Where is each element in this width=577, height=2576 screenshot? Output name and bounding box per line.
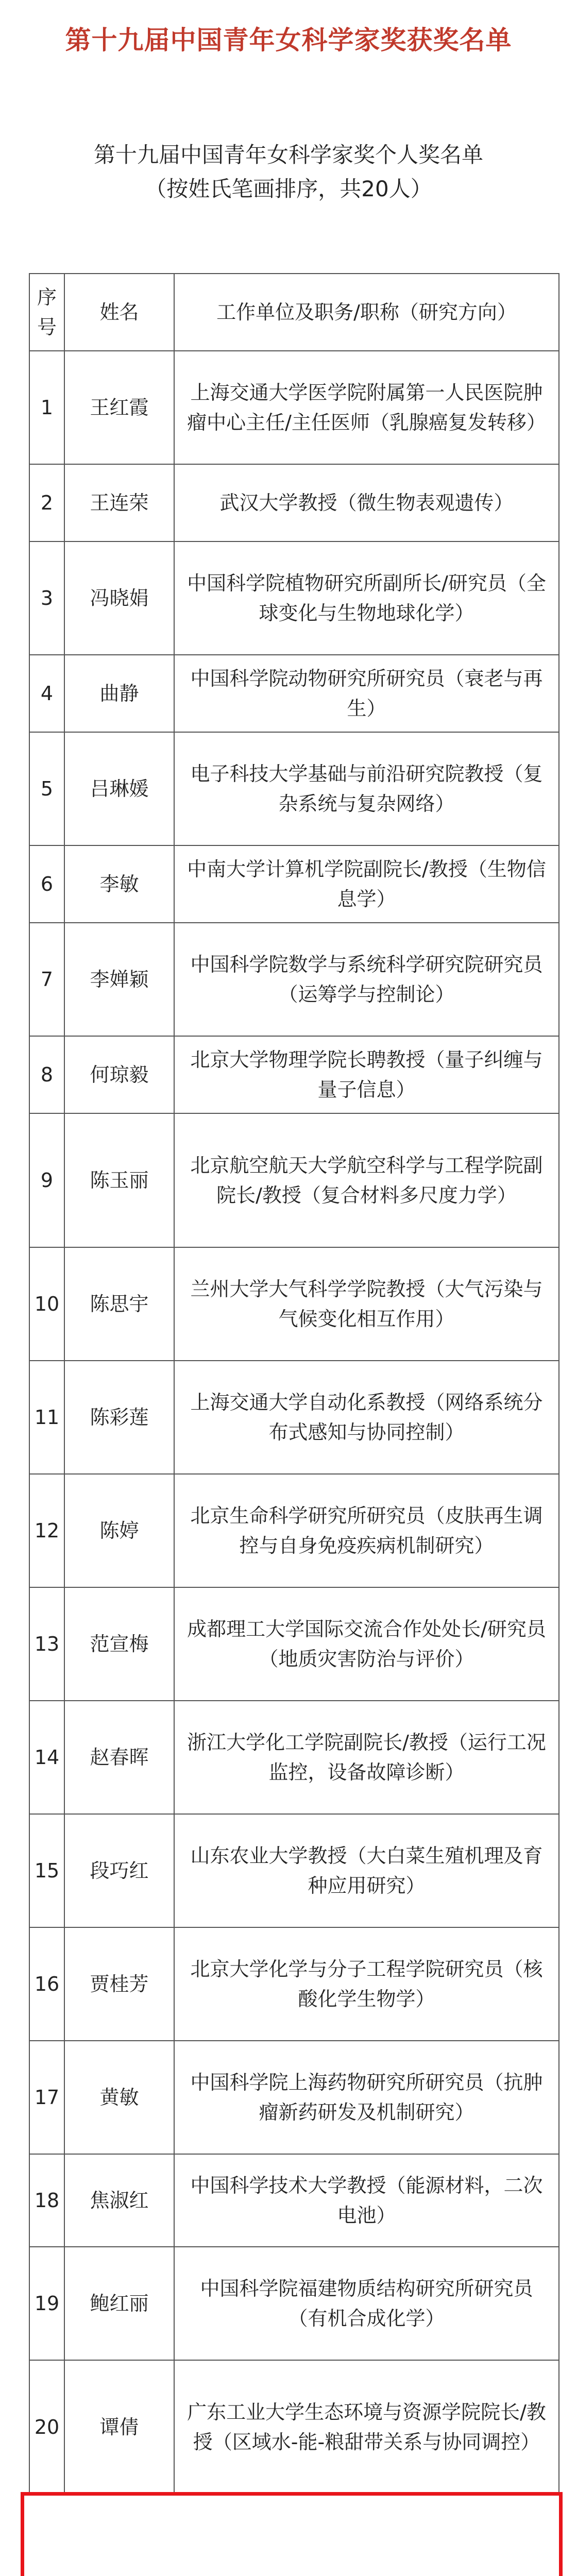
header-details: 工作单位及职务/职称（研究方向） [174, 274, 559, 351]
row-details: 中国科学院福建物质结构研究所研究员（有机合成化学） [174, 2247, 559, 2360]
row-number: 8 [29, 1036, 64, 1113]
row-details: 上海交通大学医学院附属第一人民医院肿瘤中心主任/主任医师（乳腺癌复发转移） [174, 351, 559, 464]
table-row [29, 541, 559, 655]
row-name: 焦淑红 [64, 2154, 174, 2247]
row-number: 20 [29, 2360, 64, 2494]
row-details: 北京生命科学研究所研究员（皮肤再生调控与自身免疫疾病机制研究） [174, 1474, 559, 1587]
row-name: 谭倩 [64, 2360, 174, 2494]
row-details: 上海交通大学自动化系教授（网络系统分布式感知与协同控制） [174, 1361, 559, 1474]
row-name: 黄敏 [64, 2041, 174, 2154]
row-number: 12 [29, 1474, 64, 1587]
row-details: 中国科学院动物研究所研究员（衰老与再生） [174, 655, 559, 732]
row-name: 陈思宇 [64, 1247, 174, 1361]
page-title: 第十九届中国青年女科学家奖获奖名单 [65, 25, 512, 55]
row-details: 兰州大学大气科学学院教授（大气污染与气候变化相互作用） [174, 1247, 559, 1361]
row-name: 吕琳媛 [64, 732, 174, 845]
table-row [29, 2041, 559, 2154]
row-details: 浙江大学化工学院副院长/教授（运行工况监控，设备故障诊断） [174, 1701, 559, 1814]
row-name: 赵春晖 [64, 1701, 174, 1814]
row-number: 9 [29, 1113, 64, 1247]
header-name: 姓名 [64, 274, 174, 351]
row-details: 成都理工大学国际交流合作处处长/研究员（地质灾害防治与评价） [174, 1587, 559, 1701]
row-name: 鲍红丽 [64, 2247, 174, 2360]
row-name: 李敏 [64, 845, 174, 923]
row-number: 2 [29, 464, 64, 541]
table-row [29, 1474, 559, 1587]
row-details: 中国科学技术大学教授（能源材料，二次电池） [174, 2154, 559, 2247]
table-row [29, 1814, 559, 1927]
row-number: 7 [29, 923, 64, 1036]
row-number: 17 [29, 2041, 64, 2154]
subtitle-line-1: 第十九届中国青年女科学家奖个人奖名单 [93, 142, 483, 167]
table-header-row [29, 274, 559, 351]
row-details: 北京大学化学与分子工程学院研究员（核酸化学生物学） [174, 1927, 559, 2041]
row-name: 贾桂芳 [64, 1927, 174, 2041]
row-number: 11 [29, 1361, 64, 1474]
table-row [29, 1247, 559, 1361]
highlight-box [21, 2492, 563, 2576]
row-details: 中国科学院植物研究所副所长/研究员（全球变化与生物地球化学） [174, 541, 559, 655]
row-number: 4 [29, 655, 64, 732]
table-row [29, 2154, 559, 2247]
row-number: 16 [29, 1927, 64, 2041]
table-row [29, 464, 559, 541]
row-name: 陈玉丽 [64, 1113, 174, 1247]
row-details: 中国科学院数学与系统科学研究院研究员（运筹学与控制论） [174, 923, 559, 1036]
row-name: 冯晓娟 [64, 541, 174, 655]
table-row [29, 923, 559, 1036]
list-subtitle [0, 138, 577, 206]
row-name: 何琼毅 [64, 1036, 174, 1113]
table-row [29, 1036, 559, 1113]
row-number: 19 [29, 2247, 64, 2360]
row-number: 3 [29, 541, 64, 655]
row-details: 中国科学院上海药物研究所研究员（抗肿瘤新药研发及机制研究） [174, 2041, 559, 2154]
award-table [29, 273, 559, 2495]
row-name: 陈婷 [64, 1474, 174, 1587]
header-number: 序号 [29, 274, 64, 351]
row-name: 李婵颖 [64, 923, 174, 1036]
table-row [29, 2247, 559, 2360]
table-row [29, 732, 559, 845]
table-row [29, 1587, 559, 1701]
row-details: 武汉大学教授（微生物表观遗传） [174, 464, 559, 541]
row-name: 王连荣 [64, 464, 174, 541]
row-number: 14 [29, 1701, 64, 1814]
row-number: 10 [29, 1247, 64, 1361]
row-name: 王红霞 [64, 351, 174, 464]
row-name: 曲静 [64, 655, 174, 732]
row-number: 6 [29, 845, 64, 923]
row-number: 18 [29, 2154, 64, 2247]
table-row [29, 1701, 559, 1814]
row-details: 中南大学计算机学院副院长/教授（生物信息学） [174, 845, 559, 923]
row-details: 北京大学物理学院长聘教授（量子纠缠与量子信息） [174, 1036, 559, 1113]
row-name: 陈彩莲 [64, 1361, 174, 1474]
subtitle-line-2: （按姓氏笔画排序，共20人） [145, 176, 432, 201]
row-number: 1 [29, 351, 64, 464]
row-number: 5 [29, 732, 64, 845]
table-row [29, 1927, 559, 2041]
row-name: 段巧红 [64, 1814, 174, 1927]
row-number: 13 [29, 1587, 64, 1701]
row-number: 15 [29, 1814, 64, 1927]
row-name: 范宣梅 [64, 1587, 174, 1701]
table-row [29, 655, 559, 732]
table-row [29, 1113, 559, 1247]
table-row [29, 351, 559, 464]
table-row [29, 1361, 559, 1474]
row-details: 电子科技大学基础与前沿研究院教授（复杂系统与复杂网络） [174, 732, 559, 845]
row-details: 广东工业大学生态环境与资源学院院长/教授（区域水-能-粮甜带关系与协同调控） [174, 2360, 559, 2494]
row-details: 北京航空航天大学航空科学与工程学院副院长/教授（复合材料多尺度力学） [174, 1113, 559, 1247]
row-details: 山东农业大学教授（大白菜生殖机理及育种应用研究） [174, 1814, 559, 1927]
table-row [29, 2360, 559, 2494]
table-row [29, 845, 559, 923]
